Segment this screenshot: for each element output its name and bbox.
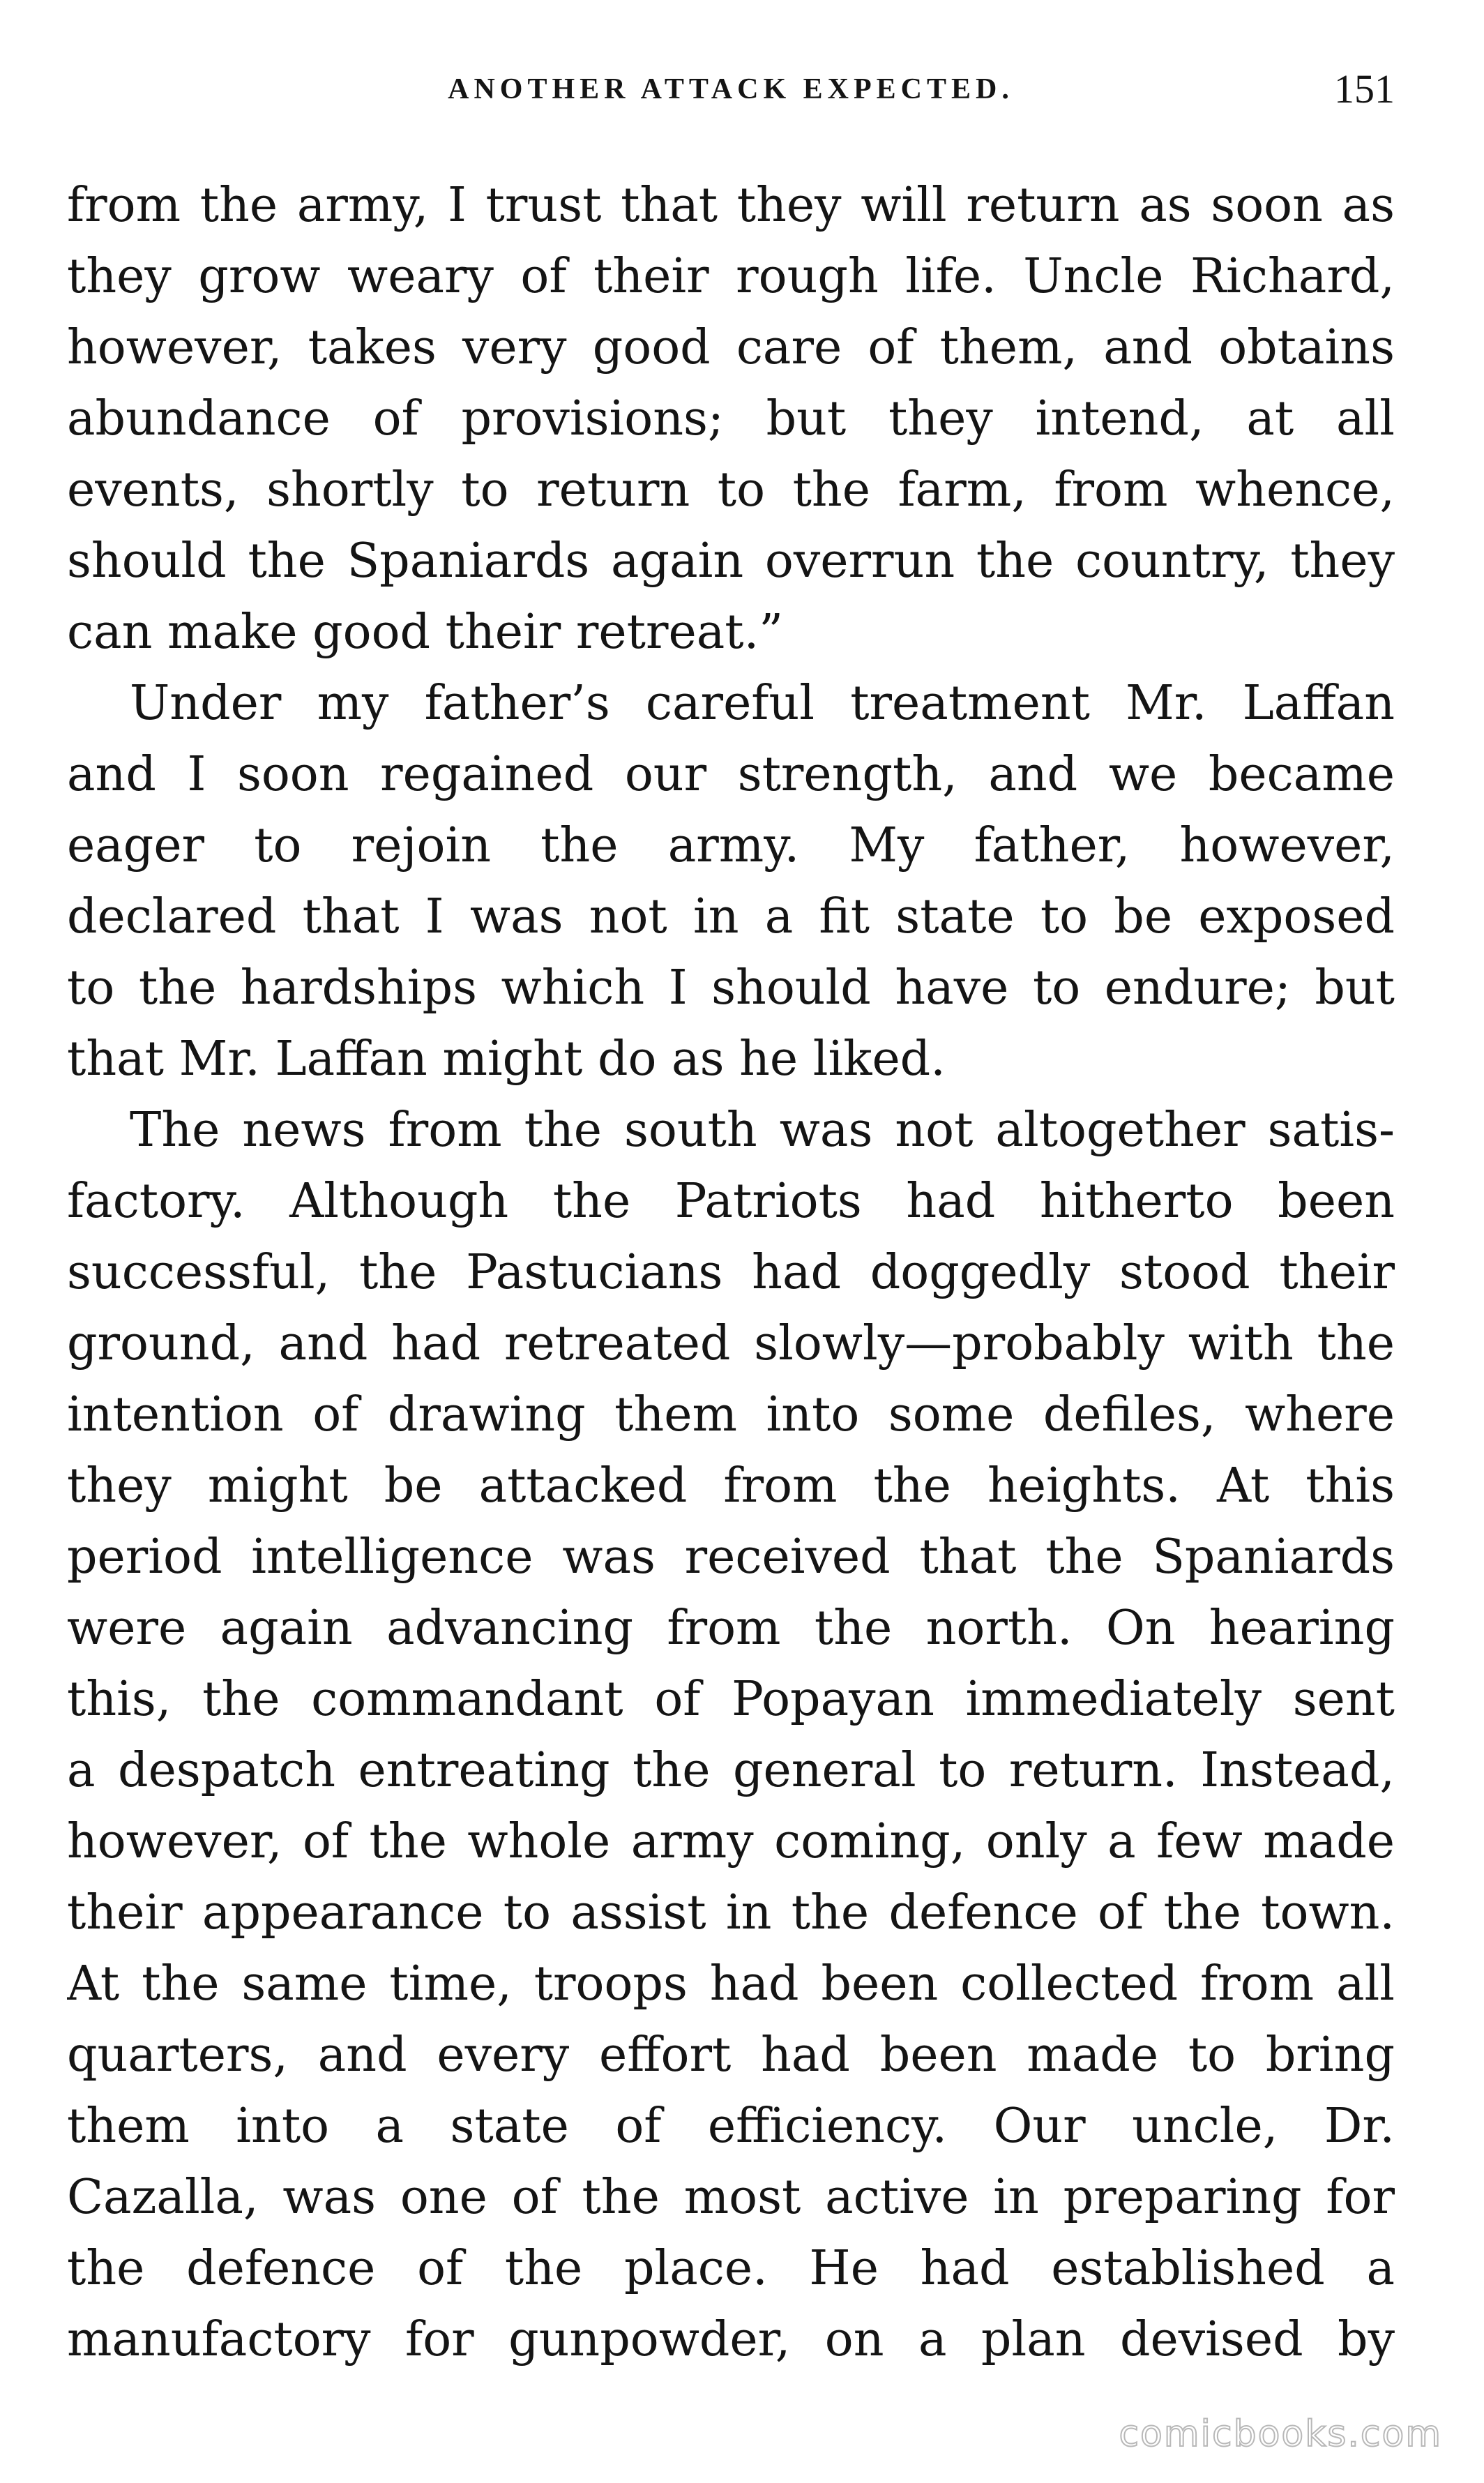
- text-line: period intelligence was received that the Spaniards: [67, 1530, 1395, 1585]
- text-line: abundance of provisions; but they intend, at all: [67, 391, 1395, 446]
- text-line: however, of the whole army coming, only a few made: [67, 1814, 1395, 1869]
- text-line: quarters, and every effort had been made to bring: [67, 2028, 1395, 2083]
- text-line: were again advancing from the north. On hearing: [67, 1601, 1395, 1656]
- body-text: [67, 170, 1395, 2376]
- running-head: [67, 66, 1395, 128]
- text-line: manufactory for gunpowder, on a plan devised by: [67, 2312, 1395, 2367]
- text-line: can make good their retreat.”: [67, 605, 783, 660]
- text-line: intention of drawing them into some defiles, where: [67, 1387, 1395, 1442]
- text-line: the defence of the place. He had established a: [67, 2241, 1395, 2296]
- text-line: eager to rejoin the army. My father, however,: [67, 818, 1395, 873]
- text-line: At the same time, troops had been collected from all: [67, 1956, 1395, 2012]
- text-line: ground, and had retreated slowly—probably with the: [67, 1316, 1395, 1371]
- text-line: their appearance to assist in the defence of the town.: [67, 1885, 1395, 1940]
- text-line: they grow weary of their rough life. Uncle Richard,: [67, 249, 1395, 304]
- text-line: and I soon regained our strength, and we became: [67, 747, 1395, 802]
- text-line: they might be attacked from the heights. At this: [67, 1458, 1395, 1514]
- text-line: to the hardships which I should have to endure; but: [67, 960, 1395, 1016]
- text-line: successful, the Pastucians had doggedly stood their: [67, 1245, 1395, 1300]
- text-line: that Mr. Laffan might do as he liked.: [67, 1032, 946, 1087]
- text-line: Under my father’s careful treatment Mr. Laffan: [130, 676, 1395, 731]
- watermark: comicbooks.com: [1119, 2413, 1442, 2455]
- text-line: them into a state of efficiency. Our uncle, Dr.: [67, 2099, 1395, 2154]
- running-title: ANOTHER ATTACK EXPECTED.: [448, 73, 1014, 105]
- text-line: a despatch entreating the general to return. Instead,: [67, 1743, 1395, 1798]
- text-line: however, takes very good care of them, and obtains: [67, 320, 1395, 375]
- text-line: should the Spaniards again overrun the country, they: [67, 534, 1395, 589]
- text-line: from the army, I trust that they will return as soon as: [67, 178, 1395, 233]
- text-line: The news from the south was not altogether satis-: [130, 1103, 1395, 1158]
- text-line: this, the commandant of Popayan immediately sent: [67, 1672, 1395, 1727]
- text-line: factory. Although the Patriots had hitherto been: [67, 1174, 1395, 1229]
- text-line: Cazalla, was one of the most active in preparing for: [67, 2170, 1395, 2225]
- text-line: declared that I was not in a fit state to be exposed: [67, 889, 1395, 944]
- text-line: events, shortly to return to the farm, from whence,: [67, 462, 1395, 518]
- page-number: 151: [1334, 66, 1395, 112]
